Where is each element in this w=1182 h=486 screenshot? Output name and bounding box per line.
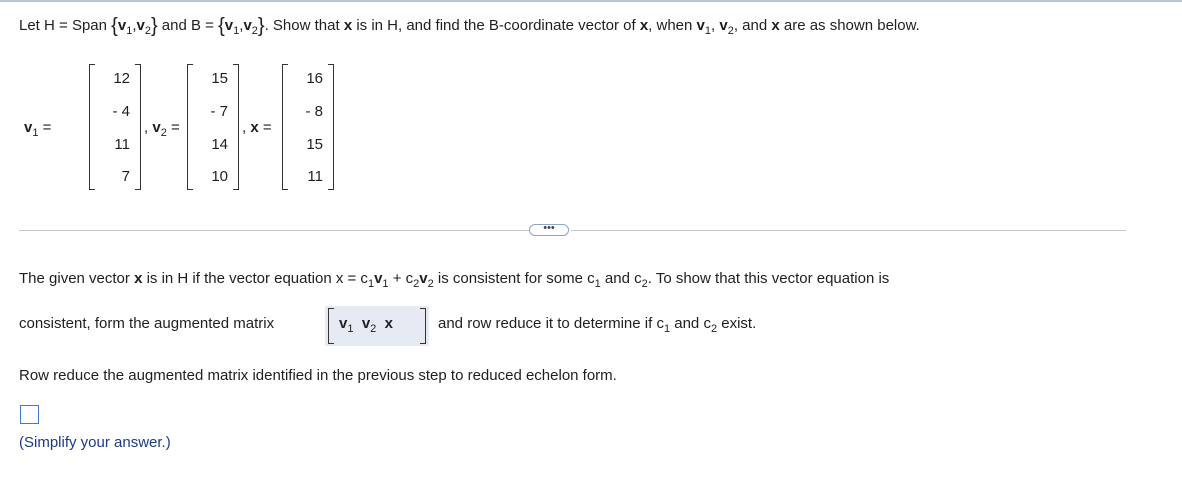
p1-f: . To show that this vector equation is (647, 270, 890, 287)
p1-e: and c (600, 270, 642, 287)
q-comma: , (711, 17, 716, 34)
q-sub: 1 (233, 25, 240, 37)
q-v: v (117, 17, 127, 34)
aug-v: v (361, 315, 371, 332)
q-brace: { (111, 15, 118, 37)
q-and-b: and B = (157, 17, 219, 34)
question-text (19, 15, 920, 38)
q-show: . Show that (264, 17, 344, 34)
augmented-matrix (325, 306, 429, 346)
p1-sub: 2 (427, 278, 434, 290)
q-v: v (224, 17, 234, 34)
matrix-cell: 10 (211, 168, 228, 185)
top-border (0, 0, 1182, 2)
bracket-right (420, 308, 426, 344)
bracket-right (328, 64, 334, 190)
p2-a: consistent, form the augmented matrix (19, 315, 275, 332)
aug-v: v (339, 315, 348, 332)
p2-sub: 2 (710, 323, 718, 335)
label-v: v (24, 119, 33, 136)
matrix-cell: 11 (114, 136, 130, 153)
q-v: v (243, 17, 252, 34)
q-part1: Let H = Span (19, 17, 112, 34)
p2-b: and row reduce it to determine if c (438, 315, 664, 332)
p1-sub: 1 (382, 278, 389, 290)
p2-d: exist. (717, 315, 757, 332)
q-v: v (696, 17, 705, 34)
matrix-cell: - 7 (210, 103, 228, 120)
x-label (242, 119, 272, 136)
q-when: , when (648, 17, 697, 34)
p1-v: v (419, 270, 428, 287)
label-eq: = (258, 119, 272, 136)
q-and: , and (733, 17, 772, 34)
v2-label (144, 119, 180, 139)
p1-a: The given vector (19, 270, 135, 287)
q-x: x (343, 17, 353, 34)
label-sub: 2 (160, 127, 167, 139)
matrix-cell: 14 (211, 136, 228, 153)
explanation-line-2-end (438, 315, 757, 335)
label-v: v (152, 119, 161, 136)
divider (571, 230, 1126, 231)
q-brace: } (257, 15, 265, 37)
q-brace: } (150, 15, 158, 37)
matrix-cell: 11 (307, 168, 323, 185)
p1-x: x (134, 270, 143, 287)
matrix-cell: 15 (306, 136, 323, 153)
q-v: v (136, 17, 145, 34)
p1-c: + c (388, 270, 414, 287)
x-matrix (282, 64, 334, 190)
matrix-cell: - 8 (305, 103, 323, 120)
label-comma: , (242, 119, 251, 136)
aug-x: x (384, 315, 393, 332)
p1-v: v (374, 270, 383, 287)
q-tail: are as shown below. (779, 17, 920, 34)
matrix-cell: 15 (211, 70, 228, 87)
aug-sub: 2 (370, 323, 377, 335)
label-eq: = (38, 119, 52, 136)
label-sub: 1 (32, 127, 39, 139)
v1-label (24, 119, 52, 139)
q-sub: 1 (126, 25, 133, 37)
explanation-line-1 (19, 270, 890, 290)
matrix-cell: 16 (306, 70, 323, 87)
q-comma: , (132, 17, 137, 34)
instruction-text: Row reduce the augmented matrix identified in the previous step to reduced echelon form. (19, 367, 617, 384)
expand-ellipsis-button[interactable]: ••• (529, 224, 569, 236)
q-brace: { (218, 15, 225, 37)
bracket-left (187, 64, 193, 190)
label-x: x (250, 119, 259, 136)
p1-sub: 2 (641, 278, 648, 290)
bracket-left (282, 64, 288, 190)
p2-c: and c (670, 315, 711, 332)
answer-input-box[interactable] (20, 405, 39, 424)
q-x: x (639, 17, 649, 34)
q-comma: , (239, 17, 244, 34)
p1-b: is in H if the vector equation x = c (142, 270, 368, 287)
matrix-cell: - 4 (112, 103, 130, 120)
q-in-h: is in H, and find the B-coordinate vector of (352, 17, 640, 34)
label-eq: = (166, 119, 180, 136)
label-comma: , (144, 119, 153, 136)
v1-matrix (89, 64, 141, 190)
matrix-cell: 7 (121, 168, 130, 185)
q-v: v (719, 17, 728, 34)
bracket-right (233, 64, 239, 190)
q-sub: 2 (251, 25, 258, 37)
q-sub: 1 (704, 25, 711, 37)
bracket-right (135, 64, 141, 190)
q-sub: 2 (727, 25, 734, 37)
p2-sub: 1 (663, 323, 671, 335)
simplify-hint: (Simplify your answer.) (19, 434, 171, 451)
aug-sub: 1 (347, 323, 354, 335)
divider (19, 230, 529, 231)
explanation-line-2-start (19, 315, 274, 332)
p1-sub: 1 (367, 278, 375, 290)
q-x: x (771, 17, 780, 34)
bracket-left (89, 64, 95, 190)
augmented-content (339, 315, 393, 335)
v2-matrix (187, 64, 239, 190)
p1-sub: 1 (594, 278, 601, 290)
matrix-cell: 12 (113, 70, 130, 87)
p1-sub: 2 (413, 278, 420, 290)
p1-d: is consistent for some c (433, 270, 595, 287)
q-sub: 2 (144, 25, 151, 37)
bracket-left (328, 308, 334, 344)
